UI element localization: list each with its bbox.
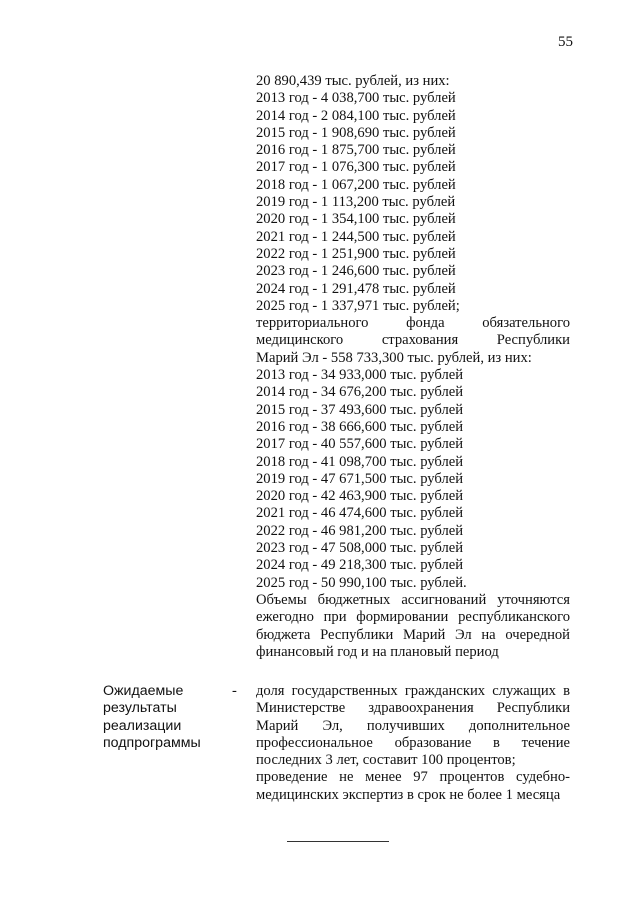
year-line: 2024 год - 1 291,478 тыс. рублей — [256, 280, 456, 297]
year-line: 2024 год - 49 218,300 тыс. рублей — [256, 557, 464, 574]
year-line: 2025 год - 50 990,100 тыс. рублей. — [256, 574, 467, 591]
year-line: 2022 год - 46 981,200 тыс. рублей — [256, 522, 464, 539]
year-line: 2023 год - 47 508,000 тыс. рублей — [256, 540, 464, 557]
year-line: 2023 год - 1 246,600 тыс. рублей — [256, 263, 456, 280]
year-line: 2025 год - 1 337,971 тыс. рублей; — [256, 297, 460, 314]
funding-years-list-republican — [256, 90, 570, 315]
year-line: 2015 год - 37 493,600 тыс. рублей — [256, 401, 464, 418]
year-line: 2016 год - 1 875,700 тыс. рублей — [256, 142, 456, 159]
year-line: 2016 год - 38 666,600 тыс. рублей — [256, 418, 464, 435]
result-item: проведение не менее 97 процентов судебно-медицинских экспертиз в срок не более 1 месяца — [256, 769, 570, 803]
year-line: 2014 год - 2 084,100 тыс. рублей — [256, 107, 456, 124]
year-line: 2018 год - 1 067,200 тыс. рублей — [256, 176, 456, 193]
year-line: 2019 год - 1 113,200 тыс. рублей — [256, 194, 456, 211]
year-line: 2020 год - 42 463,900 тыс. рублей — [256, 488, 464, 505]
fund-heading-line-2: медицинского страхования Республики — [256, 332, 570, 349]
year-line: 2013 год - 4 038,700 тыс. рублей — [256, 90, 456, 107]
funding-note: Объемы бюджетных ассигнований уточняются ежегодно при формировании республиканского бюджета Республики Марий Эл на очередной финансовый год и на плановый период — [256, 591, 570, 660]
fund-heading-line-1: территориального фонда обязательного — [256, 315, 570, 332]
year-line: 2020 год - 1 354,100 тыс. рублей — [256, 211, 456, 228]
year-line: 2022 год - 1 251,900 тыс. рублей — [256, 245, 456, 262]
year-line: 2017 год - 40 557,600 тыс. рублей — [256, 436, 464, 453]
fund-heading-line-3: Марий Эл - 558 733,300 тыс. рублей, из них: — [256, 349, 532, 366]
result-item: доля государственных гражданских служащих в Министерстве здравоохранения Республики Марий Эл, получивших дополнительное профессиональное образование в течение последних 3 лет, составит 100 процентов; — [256, 683, 570, 769]
expected-results-label: Ожидаемые результаты реализации подпрограммы — [103, 683, 201, 752]
funding-total-line: 20 890,439 тыс. рублей, из них: — [256, 73, 450, 89]
funding-section — [256, 73, 570, 661]
expected-results-section — [256, 683, 570, 804]
year-line: 2018 год - 41 098,700 тыс. рублей — [256, 453, 464, 470]
year-line: 2017 год - 1 076,300 тыс. рублей — [256, 159, 456, 176]
year-line: 2014 год - 34 676,200 тыс. рублей — [256, 384, 464, 401]
closing-rule — [287, 841, 389, 842]
row-dash: - — [232, 683, 237, 699]
year-line: 2013 год - 34 933,000 тыс. рублей — [256, 367, 464, 384]
funding-years-list-insurance-fund — [256, 367, 570, 592]
year-line: 2021 год - 46 474,600 тыс. рублей — [256, 505, 464, 522]
year-line: 2015 год - 1 908,690 тыс. рублей — [256, 124, 456, 141]
year-line: 2019 год - 47 671,500 тыс. рублей — [256, 470, 464, 487]
page-number: 55 — [558, 34, 573, 50]
year-line: 2021 год - 1 244,500 тыс. рублей — [256, 228, 456, 245]
